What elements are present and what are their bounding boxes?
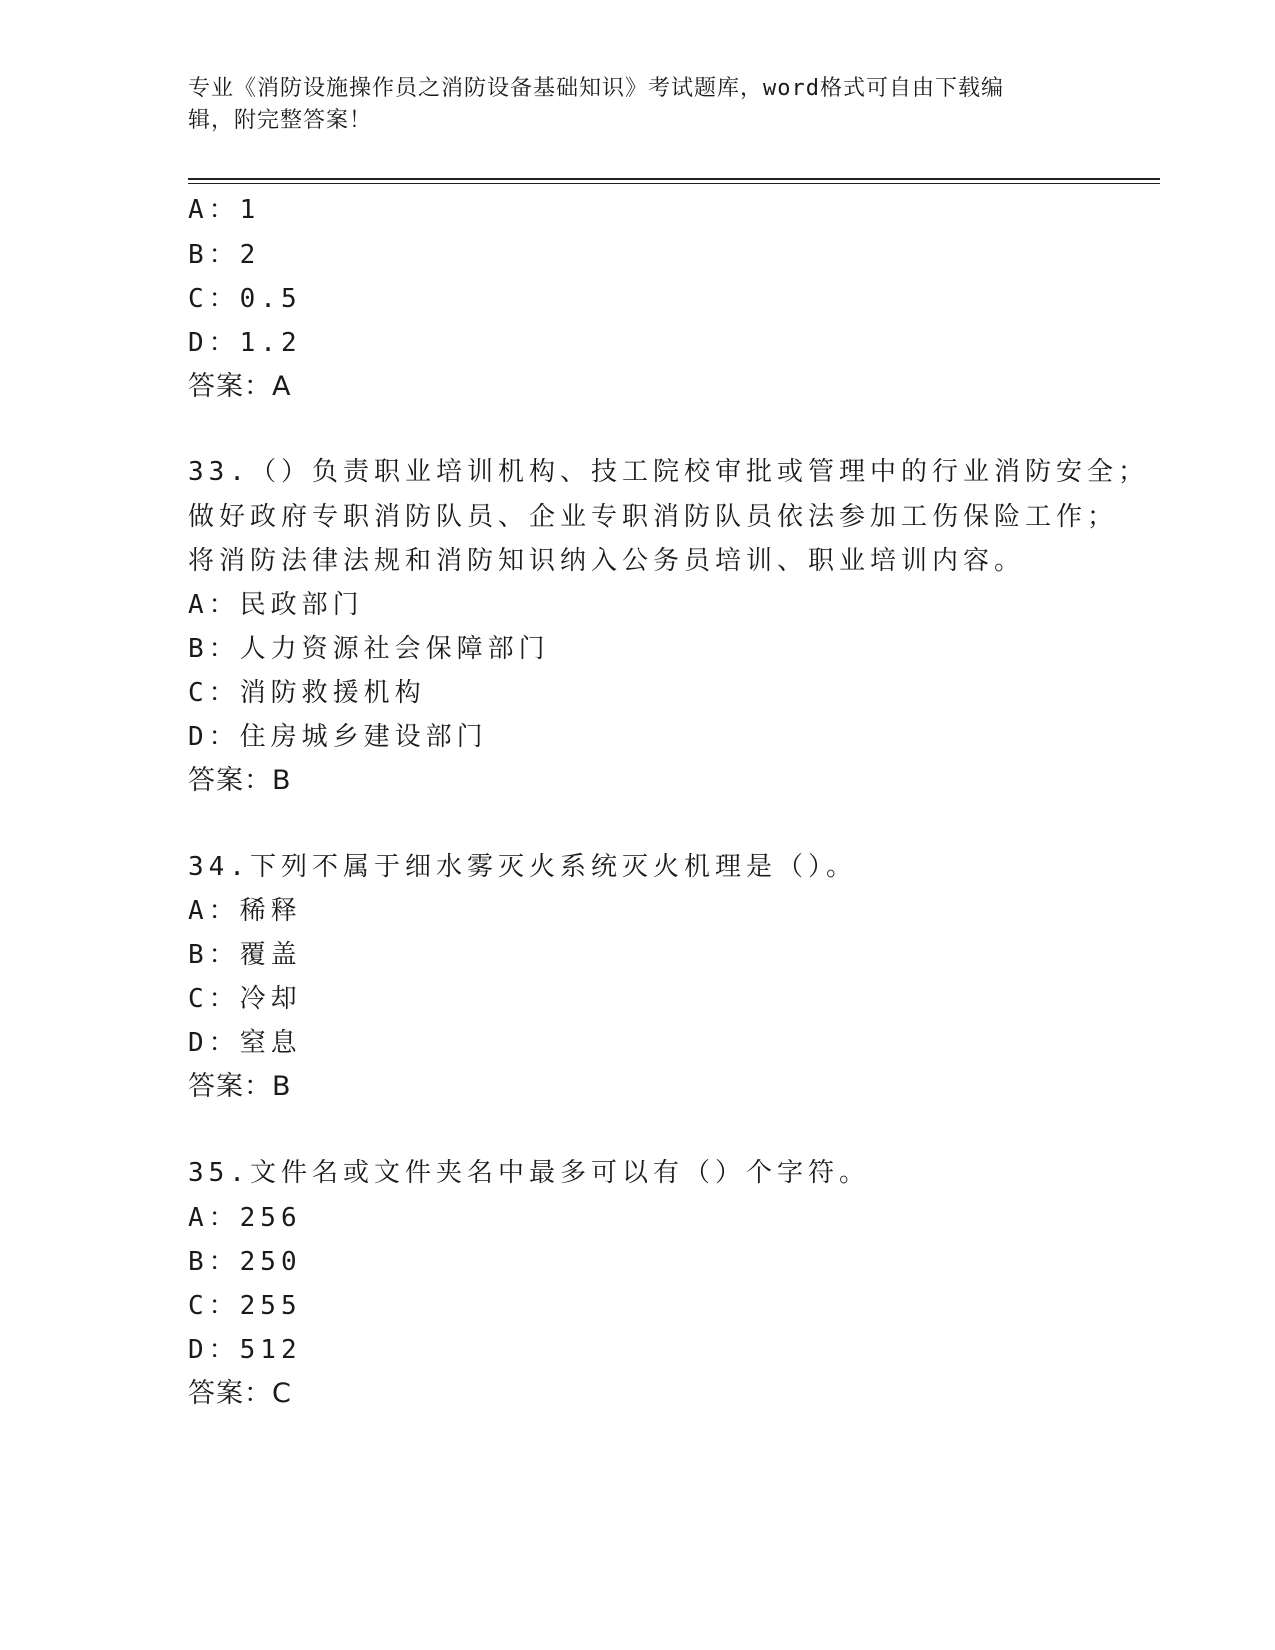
q34-option-c: C：冷却 <box>188 984 302 1014</box>
document-header <box>188 73 1088 137</box>
q34-option-b: B：覆盖 <box>188 940 302 970</box>
q35-answer: 答案：C <box>188 1378 292 1409</box>
q32-option-c: C：0.5 <box>188 284 302 314</box>
q35-option-c: C：255 <box>188 1291 302 1321</box>
q35-option-b: B：250 <box>188 1247 302 1277</box>
q33-option-d: D：住房城乡建设部门 <box>188 722 488 752</box>
header-divider-thin <box>188 183 1160 184</box>
q35-option-a: A：256 <box>188 1203 302 1233</box>
q33-stem-line-1: 33.（）负责职业培训机构、技工院校审批或管理中的行业消防安全； <box>188 457 1149 487</box>
q33-option-a: A：民政部门 <box>188 590 364 620</box>
q34-option-a: A：稀释 <box>188 896 302 926</box>
q32-option-b: B：2 <box>188 240 261 270</box>
q33-stem-line-3: 将消防法律法规和消防知识纳入公务员培训、职业培训内容。 <box>188 546 1026 576</box>
q33-option-c: C：消防救援机构 <box>188 678 426 708</box>
q33-answer: 答案：B <box>188 765 292 796</box>
q35-stem: 35.文件名或文件夹名中最多可以有（）个字符。 <box>188 1158 870 1188</box>
header-divider-thick <box>188 178 1160 180</box>
q33-option-b: B：人力资源社会保障部门 <box>188 634 550 664</box>
q35-option-d: D：512 <box>188 1335 302 1365</box>
q32-option-d: D：1.2 <box>188 328 302 358</box>
q34-stem: 34.下列不属于细水雾灭火系统灭火机理是（）。 <box>188 852 857 882</box>
q32-answer: 答案：A <box>188 371 292 402</box>
q32-option-a: A：1 <box>188 195 261 225</box>
q34-answer: 答案：B <box>188 1071 292 1102</box>
q34-option-d: D：窒息 <box>188 1028 302 1058</box>
header-line-1: 专业《消防设施操作员之消防设备基础知识》考试题库，word格式可自由下载编 <box>188 76 1004 101</box>
q33-stem-line-2: 做好政府专职消防队员、企业专职消防队员依法参加工伤保险工作； <box>188 502 1119 532</box>
header-line-2: 辑，附完整答案！ <box>188 108 373 133</box>
